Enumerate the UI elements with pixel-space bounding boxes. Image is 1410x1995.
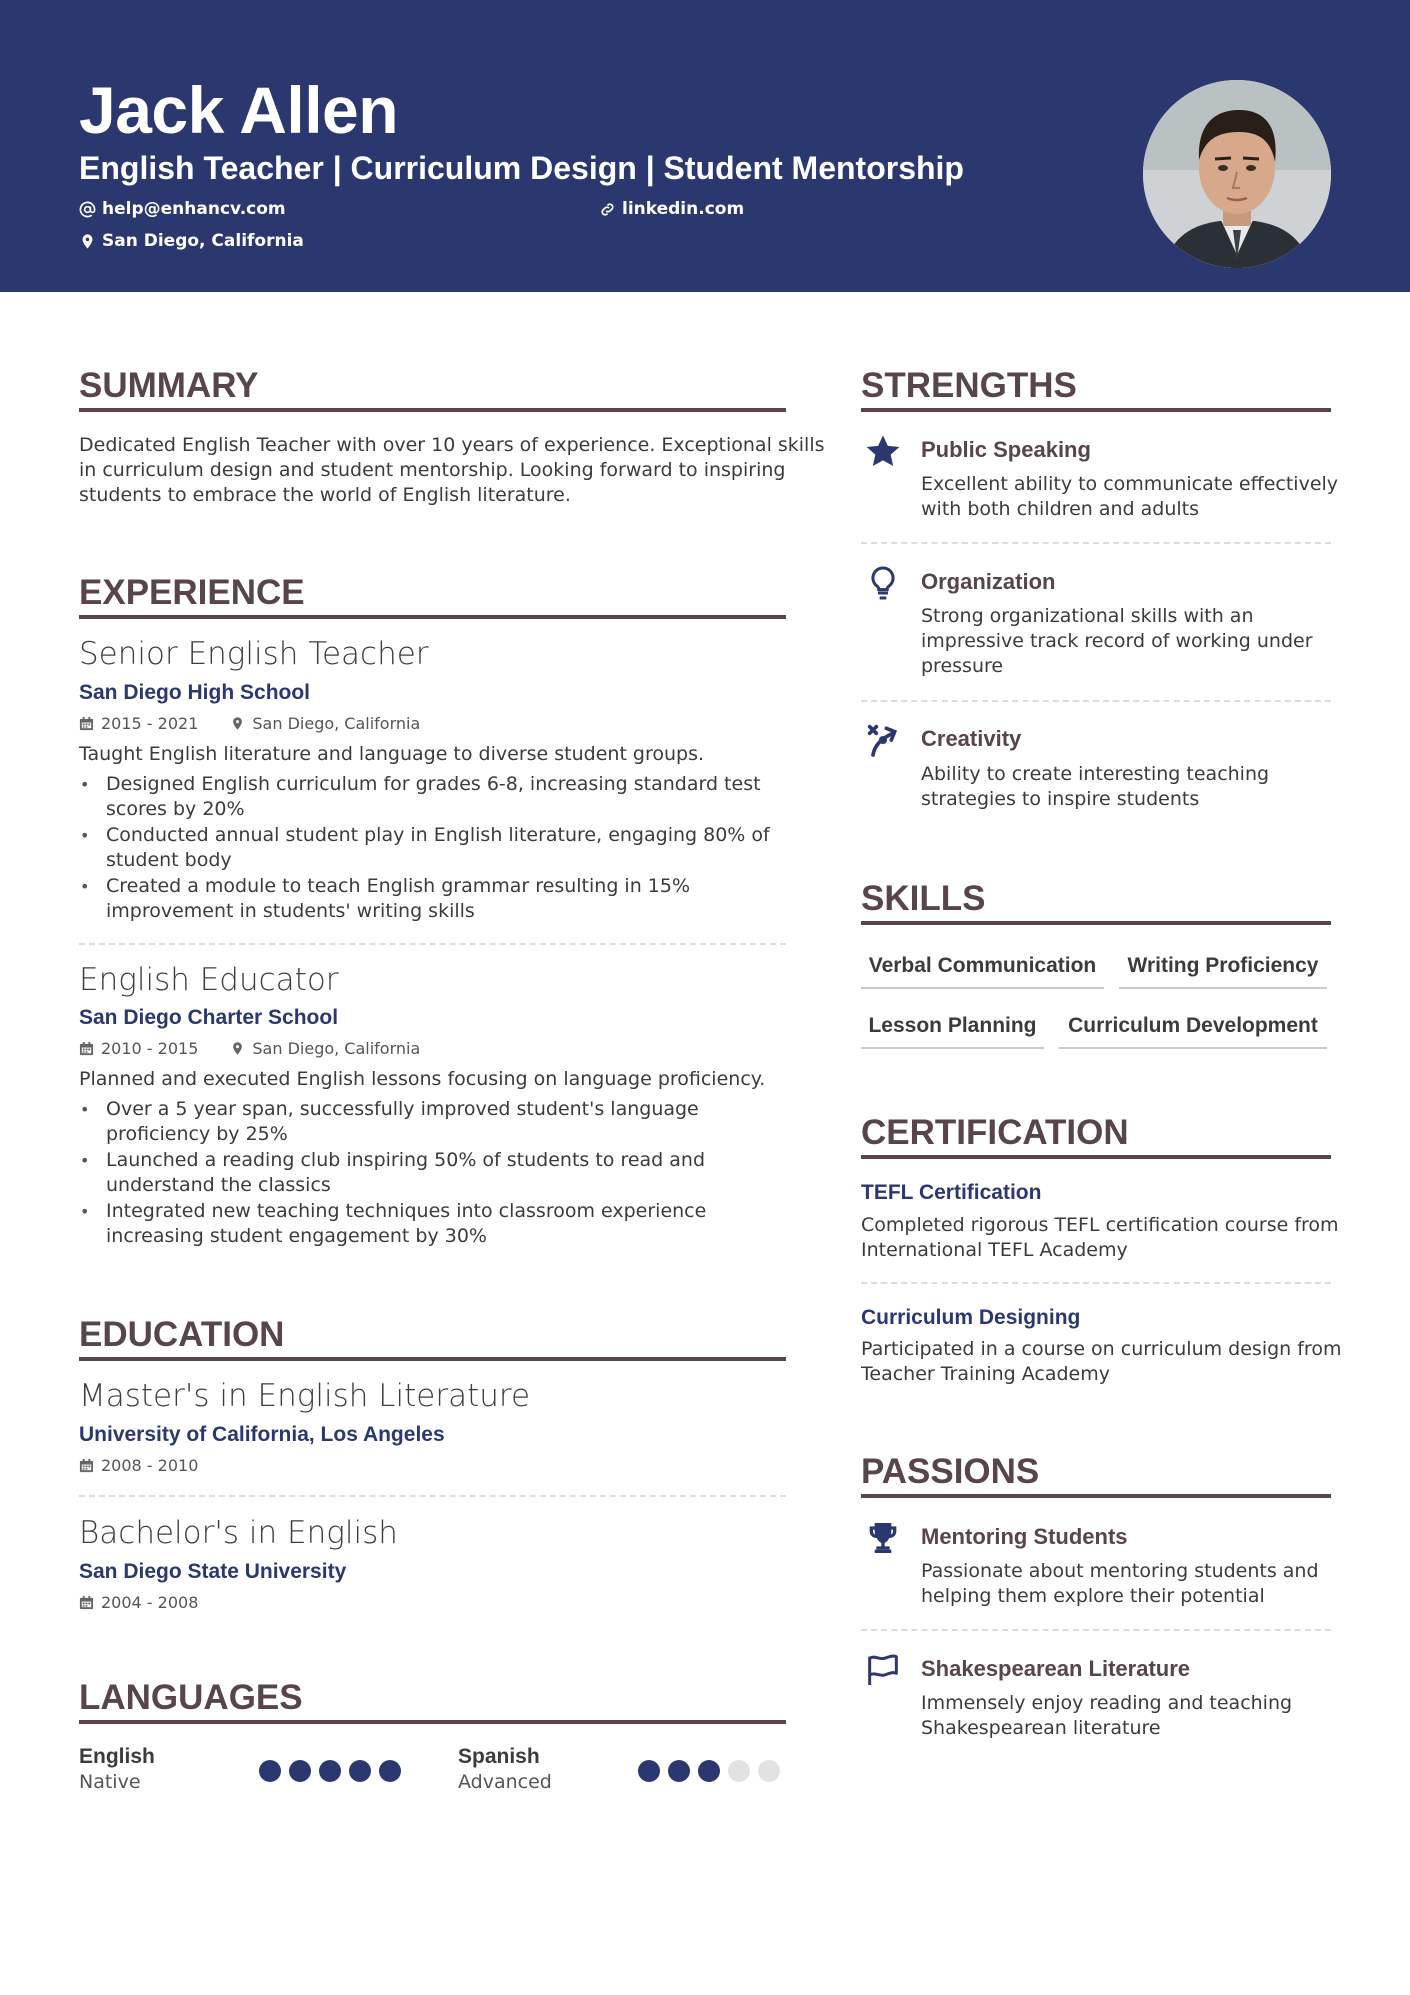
summary-heading: SUMMARY (79, 366, 259, 405)
school-name: University of California, Los Angeles (79, 1423, 445, 1446)
passion-desc: helping them explore their potential (921, 1585, 1265, 1607)
strategy-icon (863, 720, 903, 760)
education-heading: EDUCATION (79, 1315, 285, 1354)
achievement-item: • Over a 5 year span, successfully improved student's language proficiency by 25% (79, 1097, 789, 1147)
certification-desc: Teacher Training Academy (861, 1363, 1111, 1385)
job-dates: 2015 - 2021 (101, 714, 199, 733)
link-icon (599, 201, 616, 218)
rating-dot-filled (638, 1760, 660, 1782)
language-rating (259, 1760, 401, 1782)
language-name: Spanish (458, 1745, 540, 1768)
languages-heading: LANGUAGES (79, 1678, 303, 1717)
skills-heading: SKILLS (861, 879, 986, 918)
rating-dot-filled (379, 1760, 401, 1782)
headline: English Teacher | Curriculum Design | Student Mentorship (79, 150, 964, 186)
language-name: English (79, 1745, 155, 1768)
location-contact (79, 231, 304, 251)
language-rating (638, 1760, 780, 1782)
job-title: English Educator (79, 962, 339, 998)
degree-title: Master's in English Literature (79, 1378, 531, 1414)
skills-rule (861, 921, 1331, 925)
strength-desc: Ability to create interesting teaching (921, 763, 1270, 785)
school-name: San Diego State University (79, 1560, 347, 1583)
achievement-item: • Launched a reading club inspiring 50% of students to read and understand the classics (79, 1148, 789, 1198)
rating-dot-filled (259, 1760, 281, 1782)
rating-dot-filled (349, 1760, 371, 1782)
certification-title: TEFL Certification (861, 1181, 1042, 1204)
experience-heading: EXPERIENCE (79, 573, 305, 612)
summary-line: in curriculum design and student mentorship. Looking forward to inspiring (79, 459, 786, 481)
strength-desc: impressive track record of working under (921, 630, 1313, 652)
certification-desc: International TEFL Academy (861, 1239, 1128, 1261)
education-meta (79, 1593, 198, 1612)
skill-tag: Lesson Planning (861, 1014, 1044, 1049)
lightbulb-icon (863, 563, 903, 603)
certification-heading: CERTIFICATION (861, 1113, 1129, 1152)
linkedin-contact[interactable] (599, 199, 744, 219)
candidate-name: Jack Allen (79, 73, 399, 147)
certification-desc: Participated in a course on curriculum design from (861, 1338, 1342, 1360)
job-meta (79, 714, 420, 733)
strength-desc: pressure (921, 655, 1004, 677)
passion-title: Shakespearean Literature (921, 1656, 1191, 1681)
divider (861, 1629, 1331, 1631)
experience-rule (79, 615, 786, 619)
divider (79, 1495, 786, 1497)
strength-desc: strategies to inspire students (921, 788, 1200, 810)
summary-rule (79, 408, 786, 412)
calendar-icon (79, 716, 94, 731)
email-text[interactable]: help@enhancv.com (102, 199, 286, 219)
achievement-item: • Conducted annual student play in English literature, engaging 80% of student body (79, 823, 789, 873)
location-text: San Diego, California (102, 231, 304, 251)
job-achievements (79, 1097, 789, 1250)
achievement-item: • Designed English curriculum for grades 6-8, increasing standard test scores by 20% (79, 772, 789, 822)
location-pin-icon (230, 1041, 245, 1056)
employer-name: San Diego Charter School (79, 1006, 339, 1029)
job-title: Senior English Teacher (79, 636, 429, 672)
certification-title: Curriculum Designing (861, 1306, 1081, 1329)
flag-icon (863, 1650, 903, 1690)
strength-desc: Excellent ability to communicate effectively (921, 473, 1339, 495)
strength-desc: Strong organizational skills with an (921, 605, 1254, 627)
rating-dot-filled (668, 1760, 690, 1782)
passion-desc: Shakespearean literature (921, 1717, 1161, 1739)
certification-desc: Completed rigorous TEFL certification course from (861, 1214, 1339, 1236)
job-meta (79, 1039, 420, 1058)
calendar-icon (79, 1458, 94, 1473)
passion-desc: Immensely enjoy reading and teaching (921, 1692, 1293, 1714)
email-contact[interactable] (79, 199, 286, 219)
strength-title: Organization (921, 569, 1056, 594)
job-description: Taught English literature and language to diverse student groups. (79, 743, 705, 765)
strength-title: Public Speaking (921, 437, 1091, 462)
rating-dot-filled (319, 1760, 341, 1782)
divider (861, 1282, 1331, 1284)
summary-line: Dedicated English Teacher with over 10 years of experience. Exceptional skills (79, 434, 825, 456)
at-icon (79, 201, 96, 218)
profile-photo (1143, 80, 1331, 268)
divider (79, 943, 786, 945)
job-achievements (79, 772, 789, 925)
star-icon (863, 432, 903, 472)
education-rule (79, 1357, 786, 1361)
education-dates: 2004 - 2008 (101, 1593, 199, 1612)
calendar-icon (79, 1595, 94, 1610)
location-pin-icon (79, 233, 96, 250)
achievement-item: • Integrated new teaching techniques into classroom experience increasing student engagement by 30% (79, 1199, 789, 1249)
strength-desc: with both children and adults (921, 498, 1199, 520)
languages-rule (79, 1720, 786, 1724)
passion-title: Mentoring Students (921, 1524, 1128, 1549)
education-dates: 2008 - 2010 (101, 1456, 199, 1475)
passions-rule (861, 1494, 1331, 1498)
rating-dot-empty (728, 1760, 750, 1782)
certification-rule (861, 1155, 1331, 1159)
strengths-rule (861, 408, 1331, 412)
rating-dot-empty (758, 1760, 780, 1782)
passions-heading: PASSIONS (861, 1452, 1040, 1491)
job-location: San Diego, California (252, 714, 421, 733)
job-location: San Diego, California (252, 1039, 421, 1058)
skill-tag: Writing Proficiency (1119, 954, 1327, 989)
passion-desc: Passionate about mentoring students and (921, 1560, 1319, 1582)
divider (861, 542, 1331, 544)
trophy-icon (863, 1518, 903, 1558)
strengths-heading: STRENGTHS (861, 366, 1077, 405)
degree-title: Bachelor's in English (79, 1515, 398, 1551)
linkedin-text[interactable]: linkedin.com (622, 199, 745, 219)
language-level: Advanced (458, 1771, 552, 1793)
location-pin-icon (230, 716, 245, 731)
achievement-item: • Created a module to teach English grammar resulting in 15% improvement in students' writing skills (79, 874, 789, 924)
skill-tag: Curriculum Development (1059, 1014, 1327, 1049)
divider (861, 700, 1331, 702)
strength-title: Creativity (921, 726, 1022, 751)
education-meta (79, 1456, 198, 1475)
portrait-illustration (1143, 80, 1331, 268)
job-description: Planned and executed English lessons focusing on language proficiency. (79, 1068, 766, 1090)
summary-line: students to embrace the world of English literature. (79, 484, 571, 506)
calendar-icon (79, 1041, 94, 1056)
header-banner (0, 0, 1410, 292)
employer-name: San Diego High School (79, 681, 311, 704)
language-level: Native (79, 1771, 141, 1793)
skill-tag: Verbal Communication (861, 954, 1104, 989)
rating-dot-filled (698, 1760, 720, 1782)
job-dates: 2010 - 2015 (101, 1039, 199, 1058)
rating-dot-filled (289, 1760, 311, 1782)
